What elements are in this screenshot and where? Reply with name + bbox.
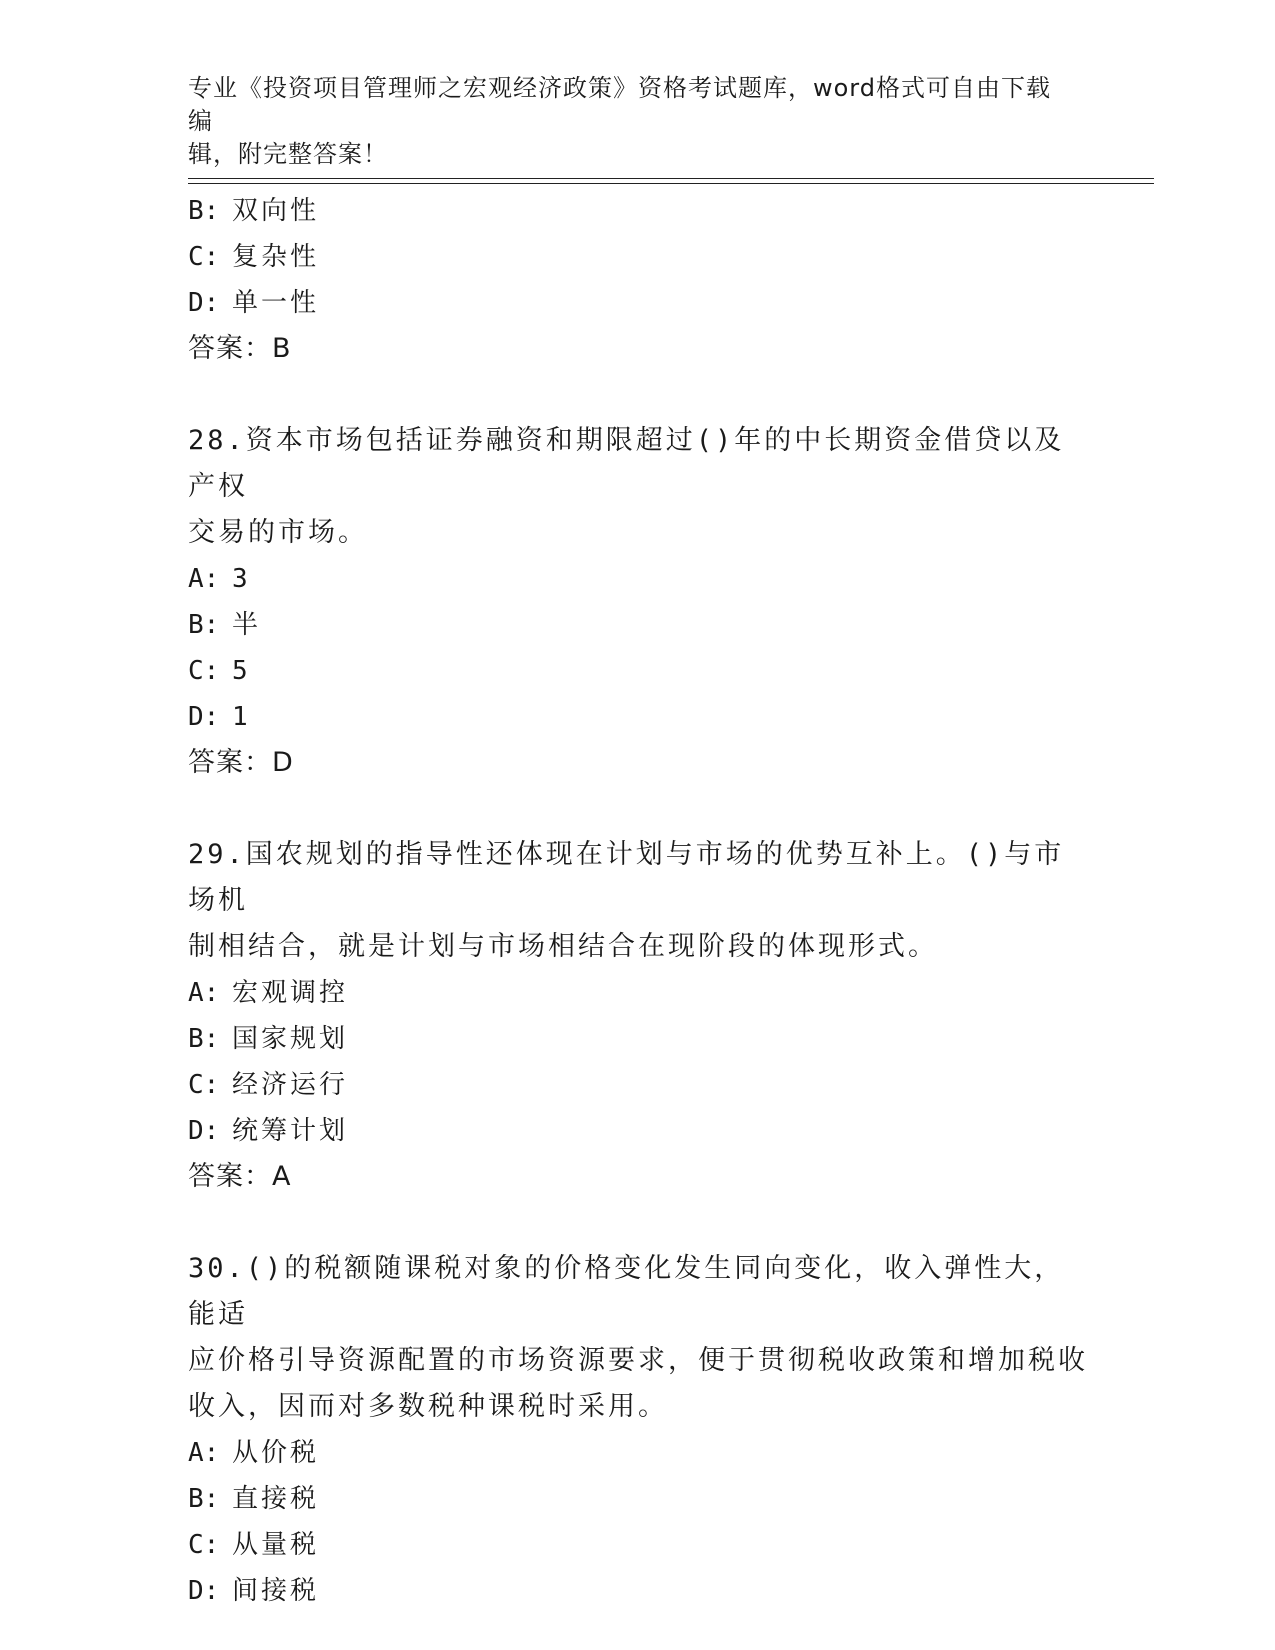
option-text: 间接税 xyxy=(232,1576,320,1606)
question-text-line: 交易的市场。 xyxy=(188,517,368,548)
option-c xyxy=(188,648,1088,694)
option-letter: D: xyxy=(188,288,220,318)
answer-line: 答案：A xyxy=(188,1161,292,1192)
question-30 xyxy=(188,1246,1088,1614)
option-letter: D: xyxy=(188,1576,220,1606)
option-a xyxy=(188,556,1088,602)
option-text: 从价税 xyxy=(232,1438,320,1468)
option-c xyxy=(188,1522,1088,1568)
question-text-line: 制相结合，就是计划与市场相结合在现阶段的体现形式。 xyxy=(188,931,938,962)
option-d xyxy=(188,1568,1088,1614)
option-text: 直接税 xyxy=(232,1484,320,1514)
option-letter: A: xyxy=(188,564,220,594)
option-letter: B: xyxy=(188,1484,220,1514)
option-text: 5 xyxy=(232,656,251,686)
question-text-line: 收入，因而对多数税种课税时采用。 xyxy=(188,1391,668,1422)
question-text xyxy=(188,418,1088,556)
option-a xyxy=(188,1430,1088,1476)
question-list xyxy=(188,188,1088,1614)
header-divider-top xyxy=(188,178,1154,179)
answer-line: 答案：D xyxy=(188,747,294,778)
option-d xyxy=(188,694,1088,740)
option-letter: C: xyxy=(188,242,220,272)
option-letter: A: xyxy=(188,978,220,1008)
option-text: 国家规划 xyxy=(232,1024,349,1054)
option-letter: B: xyxy=(188,610,220,640)
question-text-line: 29.国农规划的指导性还体现在计划与市场的优势互补上。()与市场机 xyxy=(188,839,1065,916)
option-letter: B: xyxy=(188,1024,220,1054)
option-text: 双向性 xyxy=(232,196,320,226)
option-d xyxy=(188,1108,1088,1154)
question-text-line: 28.资本市场包括证券融资和期限超过()年的中长期资金借贷以及产权 xyxy=(188,425,1065,502)
option-text: 统筹计划 xyxy=(232,1116,349,1146)
option-letter: D: xyxy=(188,702,220,732)
question-28 xyxy=(188,418,1088,786)
header-line-1: 专业《投资项目管理师之宏观经济政策》资格考试题库，word格式可自由下载编 xyxy=(188,74,1051,135)
document-header xyxy=(188,72,1068,171)
option-text: 单一性 xyxy=(232,288,320,318)
option-text: 宏观调控 xyxy=(232,978,349,1008)
option-letter: A: xyxy=(188,1438,220,1468)
option-text: 半 xyxy=(232,610,262,640)
option-letter: D: xyxy=(188,1116,220,1146)
question-text-line: 30.()的税额随课税对象的价格变化发生同向变化，收入弹性大，能适 xyxy=(188,1253,1065,1330)
option-c xyxy=(188,1062,1088,1108)
option-letter: C: xyxy=(188,656,220,686)
question-text-line: 应价格引导资源配置的市场资源要求，便于贯彻税收政策和增加税收 xyxy=(188,1345,1088,1376)
option-text: 1 xyxy=(232,702,251,732)
option-d xyxy=(188,280,1088,326)
option-letter: C: xyxy=(188,1530,220,1560)
option-b xyxy=(188,602,1088,648)
option-text: 经济运行 xyxy=(232,1070,349,1100)
option-a xyxy=(188,970,1088,1016)
header-divider-bottom xyxy=(188,183,1154,184)
option-letter: C: xyxy=(188,1070,220,1100)
option-text: 3 xyxy=(232,564,251,594)
header-line-2: 辑，附完整答案！ xyxy=(188,140,388,168)
option-text: 复杂性 xyxy=(232,242,320,272)
answer-line: 答案：B xyxy=(188,333,292,364)
option-text: 从量税 xyxy=(232,1530,320,1560)
option-letter: B: xyxy=(188,196,220,226)
question-27-continued xyxy=(188,188,1088,372)
question-text xyxy=(188,832,1088,970)
question-29 xyxy=(188,832,1088,1200)
option-c xyxy=(188,234,1088,280)
option-b xyxy=(188,1016,1088,1062)
question-text xyxy=(188,1246,1088,1430)
option-b xyxy=(188,188,1088,234)
option-b xyxy=(188,1476,1088,1522)
